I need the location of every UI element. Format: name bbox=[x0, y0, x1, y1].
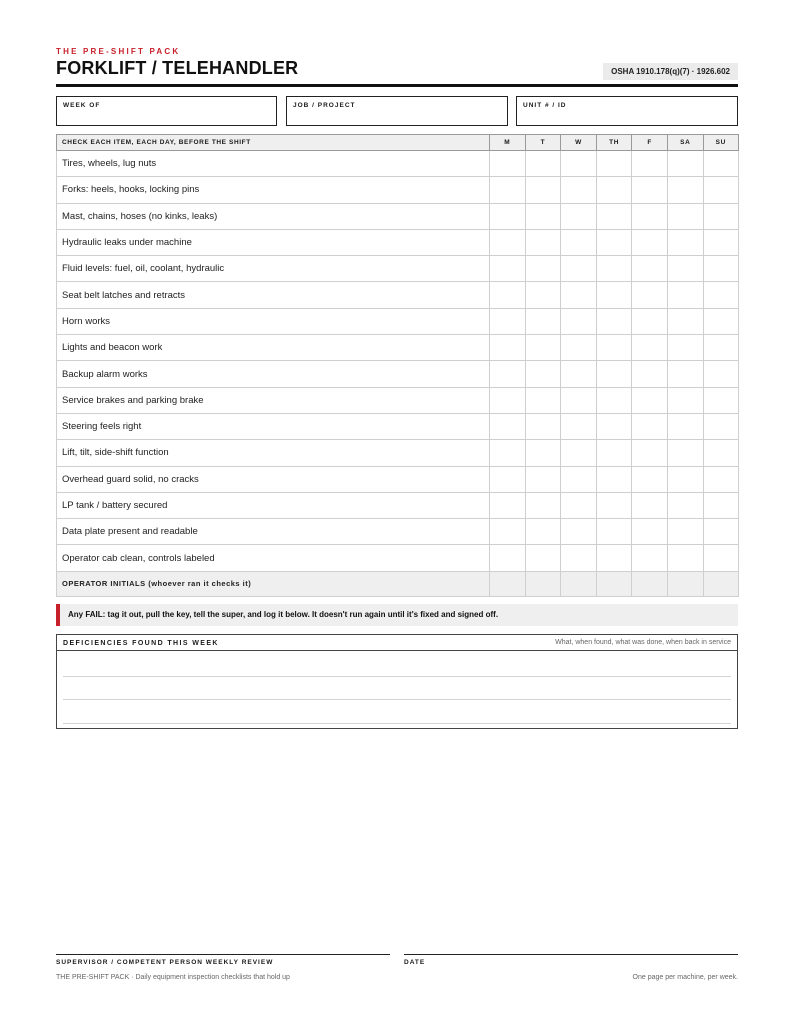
job-project-label: JOB / PROJECT bbox=[293, 102, 356, 109]
day-check-cell[interactable] bbox=[632, 203, 668, 229]
day-check-cell[interactable] bbox=[561, 413, 597, 439]
osha-reference-badge: OSHA 1910.178(q)(7) · 1926.602 bbox=[603, 63, 738, 80]
header-rule bbox=[56, 84, 738, 87]
day-check-cell[interactable] bbox=[561, 387, 597, 413]
day-check-cell[interactable] bbox=[632, 151, 668, 177]
supervisor-signature-line[interactable] bbox=[56, 954, 390, 955]
day-check-cell[interactable] bbox=[632, 519, 668, 545]
day-check-cell[interactable] bbox=[490, 308, 526, 334]
day-check-cell[interactable] bbox=[667, 203, 703, 229]
checklist-item-label: Fluid levels: fuel, oil, coolant, hydraulic bbox=[57, 256, 490, 282]
day-check-cell[interactable] bbox=[561, 203, 597, 229]
day-check-cell[interactable] bbox=[596, 177, 632, 203]
day-check-cell[interactable] bbox=[632, 466, 668, 492]
day-check-cell[interactable] bbox=[490, 492, 526, 518]
table-row bbox=[57, 387, 739, 413]
day-check-cell[interactable] bbox=[561, 519, 597, 545]
job-project-field[interactable] bbox=[286, 96, 508, 126]
fail-notice bbox=[56, 604, 738, 626]
checklist-page bbox=[56, 0, 738, 1028]
fail-notice-text: Any FAIL: tag it out, pull the key, tell the super, and log it below. It doesn't run again until it's fixed and signed off. bbox=[68, 610, 499, 619]
day-check-cell[interactable] bbox=[525, 282, 561, 308]
day-check-cell[interactable] bbox=[667, 177, 703, 203]
day-check-cell[interactable] bbox=[667, 308, 703, 334]
day-check-cell[interactable] bbox=[596, 440, 632, 466]
brand-kicker: THE PRE-SHIFT PACK bbox=[56, 47, 181, 56]
day-check-cell[interactable] bbox=[561, 571, 597, 596]
checklist-item-label: Mast, chains, hoses (no kinks, leaks) bbox=[57, 203, 490, 229]
writing-line[interactable] bbox=[63, 699, 731, 700]
day-header-tue: T bbox=[525, 135, 561, 151]
day-check-cell[interactable] bbox=[490, 335, 526, 361]
day-check-cell[interactable] bbox=[703, 282, 738, 308]
day-check-cell[interactable] bbox=[703, 387, 738, 413]
day-check-cell[interactable] bbox=[596, 151, 632, 177]
checklist-item-label: Hydraulic leaks under machine bbox=[57, 229, 490, 255]
checklist-item-label: Lift, tilt, side-shift function bbox=[57, 440, 490, 466]
date-label: DATE bbox=[404, 959, 426, 966]
day-check-cell[interactable] bbox=[703, 256, 738, 282]
day-check-cell[interactable] bbox=[561, 256, 597, 282]
day-check-cell[interactable] bbox=[525, 256, 561, 282]
checklist-item-label: Backup alarm works bbox=[57, 361, 490, 387]
day-check-cell[interactable] bbox=[703, 151, 738, 177]
day-check-cell[interactable] bbox=[490, 151, 526, 177]
day-check-cell[interactable] bbox=[490, 519, 526, 545]
day-header-sat: SA bbox=[667, 135, 703, 151]
day-check-cell[interactable] bbox=[703, 571, 738, 596]
day-check-cell[interactable] bbox=[596, 413, 632, 439]
day-check-cell[interactable] bbox=[632, 571, 668, 596]
day-check-cell[interactable] bbox=[667, 545, 703, 571]
day-check-cell[interactable] bbox=[525, 335, 561, 361]
unit-id-label: UNIT # / ID bbox=[523, 102, 567, 109]
items-column-header: CHECK EACH ITEM, EACH DAY, BEFORE THE SHIFT bbox=[57, 135, 490, 151]
day-check-cell[interactable] bbox=[703, 229, 738, 255]
day-check-cell[interactable] bbox=[525, 177, 561, 203]
day-check-cell[interactable] bbox=[561, 308, 597, 334]
day-check-cell[interactable] bbox=[667, 571, 703, 596]
table-row bbox=[57, 151, 739, 177]
checklist-item-label: Service brakes and parking brake bbox=[57, 387, 490, 413]
day-check-cell[interactable] bbox=[525, 229, 561, 255]
day-check-cell[interactable] bbox=[596, 571, 632, 596]
deficiencies-hint: What, when found, what was done, when back in service bbox=[555, 639, 731, 646]
day-check-cell[interactable] bbox=[525, 151, 561, 177]
day-check-cell[interactable] bbox=[632, 413, 668, 439]
unit-id-field[interactable] bbox=[516, 96, 738, 126]
day-check-cell[interactable] bbox=[490, 203, 526, 229]
table-row bbox=[57, 545, 739, 571]
checklist-item-label: Lights and beacon work bbox=[57, 335, 490, 361]
initials-label: OPERATOR INITIALS (whoever ran it checks it) bbox=[57, 571, 490, 596]
day-check-cell[interactable] bbox=[561, 335, 597, 361]
day-check-cell[interactable] bbox=[632, 387, 668, 413]
table-header-row bbox=[57, 135, 739, 151]
day-check-cell[interactable] bbox=[667, 361, 703, 387]
checklist-item-label: LP tank / battery secured bbox=[57, 492, 490, 518]
day-check-cell[interactable] bbox=[632, 492, 668, 518]
day-check-cell[interactable] bbox=[490, 545, 526, 571]
day-check-cell[interactable] bbox=[667, 440, 703, 466]
table-row bbox=[57, 203, 739, 229]
day-check-cell[interactable] bbox=[561, 492, 597, 518]
day-check-cell[interactable] bbox=[632, 256, 668, 282]
table-row bbox=[57, 177, 739, 203]
writing-line[interactable] bbox=[63, 723, 731, 724]
day-check-cell[interactable] bbox=[561, 229, 597, 255]
day-check-cell[interactable] bbox=[703, 545, 738, 571]
day-check-cell[interactable] bbox=[667, 282, 703, 308]
day-check-cell[interactable] bbox=[561, 361, 597, 387]
day-header-mon: M bbox=[490, 135, 526, 151]
day-check-cell[interactable] bbox=[667, 492, 703, 518]
day-check-cell[interactable] bbox=[667, 413, 703, 439]
day-check-cell[interactable] bbox=[703, 519, 738, 545]
day-check-cell[interactable] bbox=[632, 282, 668, 308]
day-check-cell[interactable] bbox=[596, 387, 632, 413]
table-row bbox=[57, 466, 739, 492]
day-check-cell[interactable] bbox=[703, 492, 738, 518]
day-check-cell[interactable] bbox=[667, 229, 703, 255]
day-check-cell[interactable] bbox=[490, 282, 526, 308]
date-signature-line[interactable] bbox=[404, 954, 738, 955]
day-check-cell[interactable] bbox=[703, 466, 738, 492]
week-of-label: WEEK OF bbox=[63, 102, 101, 109]
checklist-item-label: Tires, wheels, lug nuts bbox=[57, 151, 490, 177]
checklist-item-label: Steering feels right bbox=[57, 413, 490, 439]
day-check-cell[interactable] bbox=[490, 466, 526, 492]
day-check-cell[interactable] bbox=[561, 466, 597, 492]
day-check-cell[interactable] bbox=[596, 335, 632, 361]
day-check-cell[interactable] bbox=[525, 466, 561, 492]
day-check-cell[interactable] bbox=[632, 308, 668, 334]
week-of-field[interactable] bbox=[56, 96, 277, 126]
checklist-item-label: Data plate present and readable bbox=[57, 519, 490, 545]
checklist-item-label: Horn works bbox=[57, 308, 490, 334]
day-check-cell[interactable] bbox=[561, 545, 597, 571]
day-check-cell[interactable] bbox=[525, 492, 561, 518]
day-check-cell[interactable] bbox=[490, 361, 526, 387]
footer-right: One page per machine, per week. bbox=[632, 974, 738, 981]
day-check-cell[interactable] bbox=[561, 282, 597, 308]
day-check-cell[interactable] bbox=[525, 440, 561, 466]
table-row bbox=[57, 256, 739, 282]
day-check-cell[interactable] bbox=[632, 440, 668, 466]
deficiencies-header bbox=[57, 635, 737, 651]
day-check-cell[interactable] bbox=[596, 229, 632, 255]
day-check-cell[interactable] bbox=[596, 466, 632, 492]
day-header-wed: W bbox=[561, 135, 597, 151]
page-title: FORKLIFT / TELEHANDLER bbox=[56, 58, 299, 78]
day-check-cell[interactable] bbox=[703, 308, 738, 334]
day-check-cell[interactable] bbox=[632, 361, 668, 387]
day-check-cell[interactable] bbox=[561, 177, 597, 203]
inspection-table bbox=[56, 134, 739, 597]
day-check-cell[interactable] bbox=[632, 335, 668, 361]
day-check-cell[interactable] bbox=[596, 545, 632, 571]
day-check-cell[interactable] bbox=[525, 203, 561, 229]
day-check-cell[interactable] bbox=[667, 151, 703, 177]
day-check-cell[interactable] bbox=[490, 177, 526, 203]
day-header-thu: TH bbox=[596, 135, 632, 151]
day-check-cell[interactable] bbox=[525, 361, 561, 387]
day-check-cell[interactable] bbox=[596, 492, 632, 518]
day-check-cell[interactable] bbox=[525, 571, 561, 596]
day-check-cell[interactable] bbox=[632, 229, 668, 255]
day-check-cell[interactable] bbox=[632, 177, 668, 203]
table-row bbox=[57, 361, 739, 387]
checklist-item-label: Operator cab clean, controls labeled bbox=[57, 545, 490, 571]
day-check-cell[interactable] bbox=[667, 519, 703, 545]
day-check-cell[interactable] bbox=[490, 387, 526, 413]
checklist-item-label: Forks: heels, hooks, locking pins bbox=[57, 177, 490, 203]
day-check-cell[interactable] bbox=[703, 203, 738, 229]
checklist-item-label: Overhead guard solid, no cracks bbox=[57, 466, 490, 492]
day-check-cell[interactable] bbox=[596, 282, 632, 308]
table-row bbox=[57, 440, 739, 466]
table-row bbox=[57, 413, 739, 439]
day-check-cell[interactable] bbox=[703, 361, 738, 387]
day-check-cell[interactable] bbox=[525, 545, 561, 571]
day-check-cell[interactable] bbox=[703, 335, 738, 361]
table-row bbox=[57, 335, 739, 361]
day-check-cell[interactable] bbox=[632, 545, 668, 571]
footer-left: THE PRE-SHIFT PACK · Daily equipment inspection checklists that hold up bbox=[56, 974, 290, 981]
day-check-cell[interactable] bbox=[667, 466, 703, 492]
day-check-cell[interactable] bbox=[525, 387, 561, 413]
day-check-cell[interactable] bbox=[490, 413, 526, 439]
day-check-cell[interactable] bbox=[490, 440, 526, 466]
day-header-sun: SU bbox=[703, 135, 738, 151]
day-check-cell[interactable] bbox=[703, 440, 738, 466]
day-check-cell[interactable] bbox=[596, 203, 632, 229]
day-check-cell[interactable] bbox=[525, 519, 561, 545]
day-check-cell[interactable] bbox=[490, 571, 526, 596]
table-row bbox=[57, 229, 739, 255]
table-row bbox=[57, 308, 739, 334]
day-check-cell[interactable] bbox=[596, 361, 632, 387]
initials-row bbox=[57, 571, 739, 596]
deficiencies-label: DEFICIENCIES FOUND THIS WEEK bbox=[63, 640, 219, 647]
day-check-cell[interactable] bbox=[596, 256, 632, 282]
day-check-cell[interactable] bbox=[490, 256, 526, 282]
day-check-cell[interactable] bbox=[561, 440, 597, 466]
day-check-cell[interactable] bbox=[596, 308, 632, 334]
day-check-cell[interactable] bbox=[667, 256, 703, 282]
day-check-cell[interactable] bbox=[561, 151, 597, 177]
table-row bbox=[57, 492, 739, 518]
day-check-cell[interactable] bbox=[596, 519, 632, 545]
supervisor-review-label: SUPERVISOR / COMPETENT PERSON WEEKLY REVIEW bbox=[56, 959, 274, 966]
day-check-cell[interactable] bbox=[703, 413, 738, 439]
day-check-cell[interactable] bbox=[490, 229, 526, 255]
deficiencies-box bbox=[56, 634, 738, 729]
day-check-cell[interactable] bbox=[667, 387, 703, 413]
checklist-item-label: Seat belt latches and retracts bbox=[57, 282, 490, 308]
day-check-cell[interactable] bbox=[525, 413, 561, 439]
writing-line[interactable] bbox=[63, 676, 731, 677]
day-check-cell[interactable] bbox=[525, 308, 561, 334]
table-row bbox=[57, 519, 739, 545]
day-header-fri: F bbox=[632, 135, 668, 151]
day-check-cell[interactable] bbox=[667, 335, 703, 361]
table-row bbox=[57, 282, 739, 308]
day-check-cell[interactable] bbox=[703, 177, 738, 203]
